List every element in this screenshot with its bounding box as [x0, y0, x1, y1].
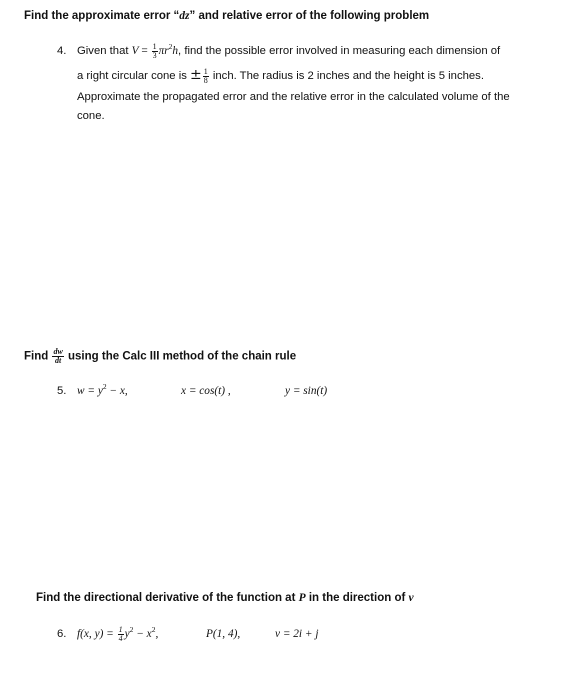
problem4-line2b: inch. The radius is 2 inches and the height is 5 inches. — [209, 70, 484, 82]
problem6-number: 6. — [57, 628, 67, 640]
problem6-function — [77, 624, 158, 644]
section1-heading-prefix: Find the approximate error “ — [24, 10, 180, 22]
problem6-point: P(1, 4), — [206, 628, 241, 640]
section1-heading-suffix: ” and relative error of the following problem — [189, 10, 430, 22]
problem5-number: 5. — [57, 385, 67, 397]
problem6-f-exp1: 2 — [129, 625, 134, 635]
problem6-f-tail: − x — [133, 628, 152, 640]
problem4-formula-h: h — [172, 45, 179, 57]
problem4-frac-den: 3 — [152, 50, 157, 60]
problem4-number: 4. — [57, 45, 67, 57]
section2-heading-suffix: using the Calc III method of the chain rule — [64, 350, 297, 363]
problem5-eq2: x = cos(t) , — [181, 385, 231, 397]
problem6-frac-den: 4 — [118, 633, 123, 643]
section3-heading-prefix: Find the directional derivative of the function at — [36, 592, 299, 604]
problem6-f-exp2: 2 — [151, 625, 156, 635]
section3-heading — [36, 592, 414, 604]
problem4-fraction — [152, 43, 158, 60]
problem6-f-lhs: f(x, y) = — [77, 628, 117, 640]
section1-heading-var: dz — [179, 10, 190, 22]
problem4-pm-den: 8 — [203, 75, 208, 85]
problem6-frac-num: 1 — [118, 624, 123, 634]
problem4-formula-exp: 2 — [168, 42, 173, 52]
problem6-f-comma: , — [155, 628, 159, 640]
problem5-eq3: y = sin(t) — [285, 385, 328, 397]
problem4-line4: cone. — [77, 110, 105, 122]
problem4-frac-num: 1 — [152, 41, 157, 51]
section2-heading-prefix: Find — [24, 350, 52, 363]
problem6-vector: v = 2i + j — [275, 628, 319, 640]
problem5-eq1 — [77, 381, 128, 401]
dw-dt-fraction — [52, 348, 63, 365]
problem5-eq1-rest: = y — [84, 385, 103, 397]
section2-heading — [24, 348, 296, 365]
problem4-line3: Approximate the propagated error and the relative error in the calculated volume of the — [77, 91, 510, 103]
dw-dt-num: dw — [53, 347, 63, 356]
problem4-text2: , find the possible error involved in measuring each dimension of — [178, 45, 501, 57]
section3-heading-P: P — [298, 592, 306, 604]
problem6-fraction — [118, 626, 124, 643]
problem4-formula-eq: = — [138, 45, 151, 57]
dw-dt-den: dt — [55, 356, 62, 365]
problem5-eq1-lhs: w — [77, 385, 85, 397]
problem4-pm-num: 1 — [203, 66, 208, 76]
problem5-eq1-tail: − x, — [106, 385, 128, 397]
section3-heading-v: v — [408, 592, 414, 604]
problem4-formula-rest: πr — [158, 45, 169, 57]
section1-heading — [24, 10, 429, 22]
problem6-f-rest: y — [124, 628, 130, 640]
problem4-line1 — [77, 41, 500, 61]
problem4-line2 — [77, 65, 484, 86]
section3-heading-mid: in the direction of — [305, 592, 409, 604]
problem4-pm-fraction — [203, 68, 209, 85]
problem4-formula-lhs: V — [131, 45, 139, 57]
plus-minus-symbol: ± — [190, 67, 202, 83]
problem5-eq1-exp: 2 — [102, 382, 107, 392]
problem4-text1: Given that — [77, 45, 132, 57]
problem4-line2a: a right circular cone is — [77, 70, 191, 82]
